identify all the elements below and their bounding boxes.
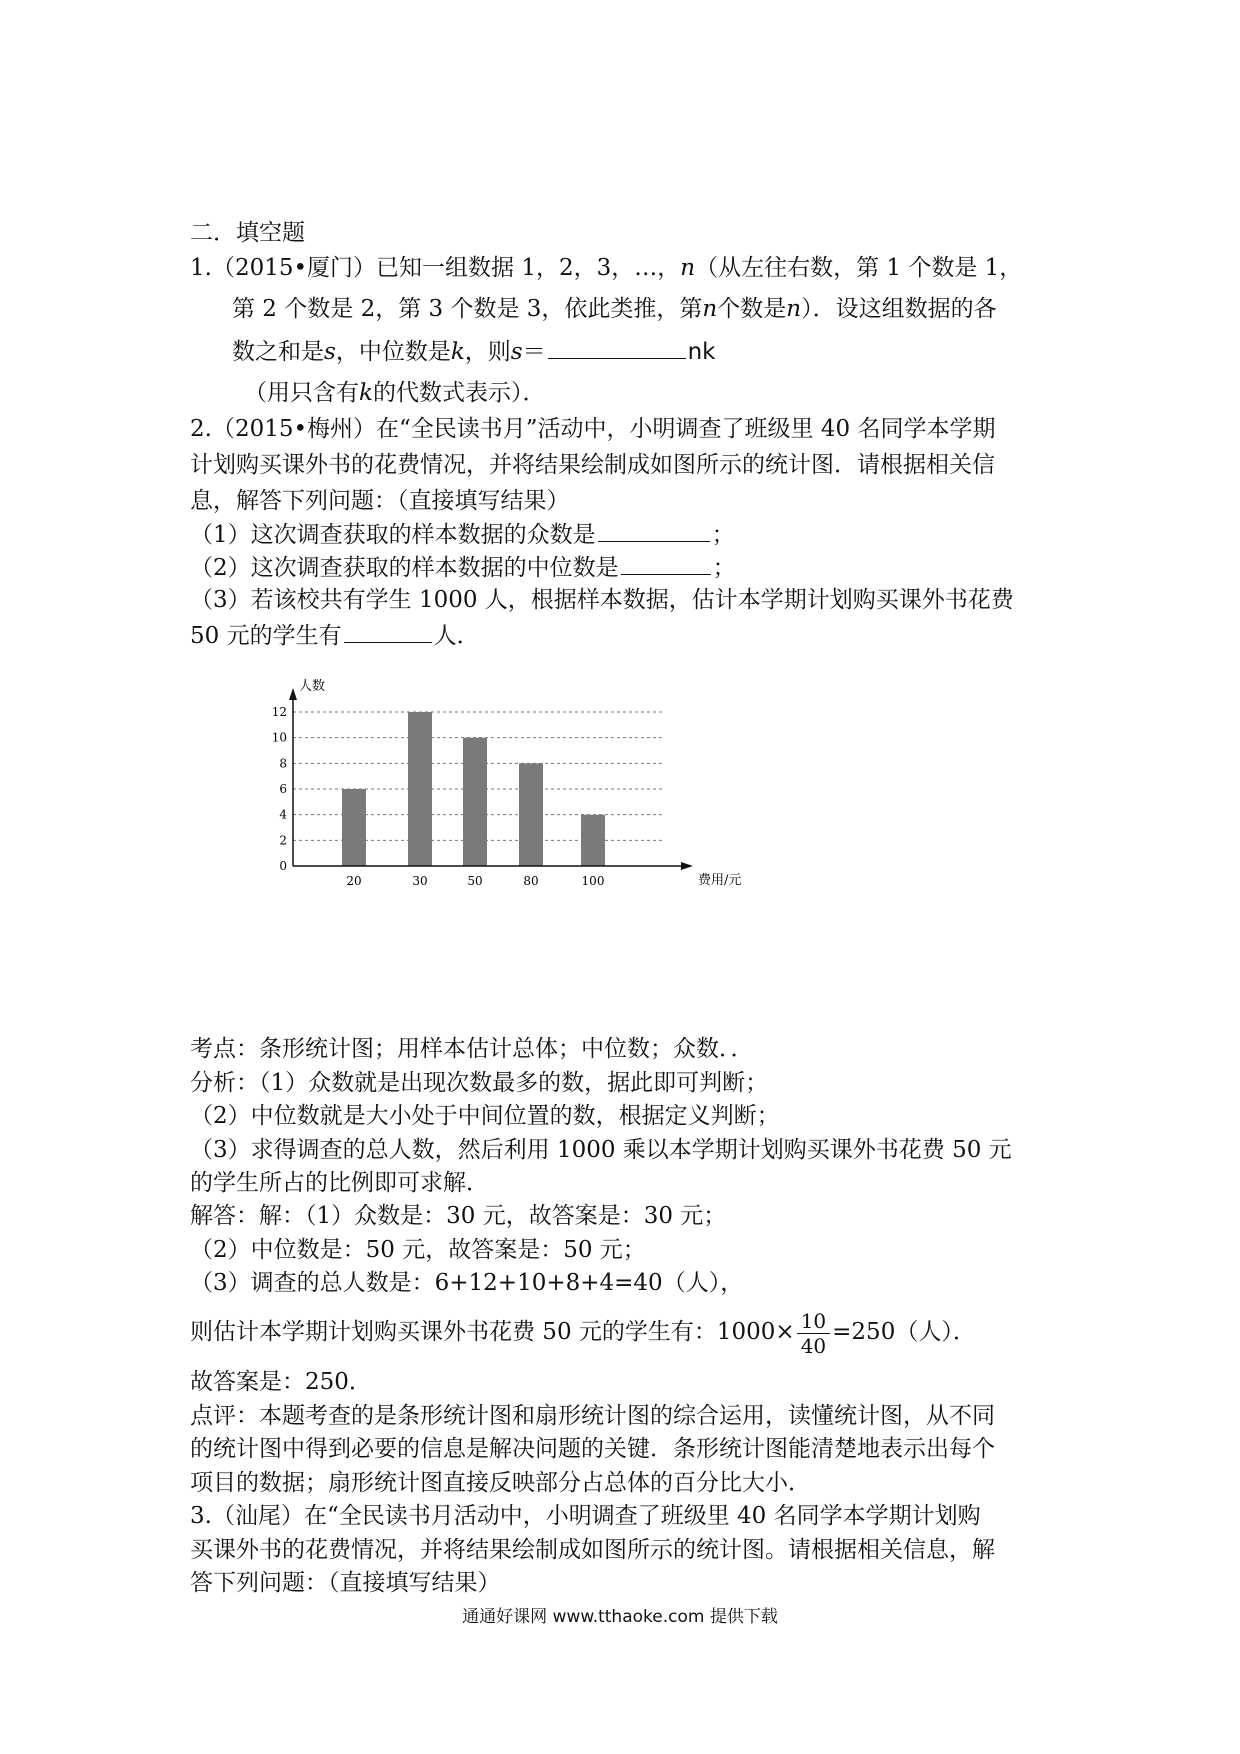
q1-text: 第 2 个数是 2，第 3 个数是 3，依此类推，第: [232, 296, 703, 322]
bar-chart: [265, 670, 785, 900]
jieda-2: （2）中位数是：50 元，故答案是：50 元；: [190, 1237, 646, 1263]
q1-text: ，中位数是: [335, 339, 451, 365]
q3-line2: 买课外书的花费情况，并将结果绘制成如图所示的统计图。请根据相关信息，解: [190, 1537, 995, 1563]
answer-blank: [598, 519, 710, 542]
fenxi-2: （2）中位数就是大小处于中间位置的数，根据定义判断；: [190, 1103, 780, 1129]
x-axis-arrow: [681, 862, 693, 870]
y-tick-label: 12: [271, 705, 287, 719]
bar: [581, 815, 605, 866]
jieda-3: （3）调查的总人数是：6+12+10+8+4=40（人），: [190, 1270, 744, 1296]
q2-text: 50 元的学生有: [190, 623, 342, 649]
x-tick-label: 20: [346, 874, 362, 888]
var-s: s: [510, 339, 523, 365]
bar: [519, 763, 543, 866]
y-axis-arrow: [289, 688, 297, 700]
q2-line1: 2.（2015•梅州）在“全民读书月”活动中，小明调查了班级里 40 名同学本学期: [190, 416, 996, 442]
x-axis-label: 费用/元: [698, 873, 742, 888]
fenxi-3a: （3）求得调查的总人数，然后利用 1000 乘以本学期计划购买课外书花费 50 元: [190, 1137, 1012, 1163]
kaodian: 考点：条形统计图；用样本估计总体；中位数；众数．．: [190, 1036, 754, 1062]
q1-text: 的代数式表示）．: [372, 380, 546, 406]
y-tick-label: 2: [279, 833, 287, 848]
q1-line3: [232, 336, 715, 367]
q2-line2: 计划购买课外书的花费情况，并将结果绘制成如图所示的统计图．请根据相关信: [190, 452, 995, 478]
q2-text: （2）这次调查获取的样本数据的中位数是: [190, 555, 619, 581]
jieda-text: 则估计本学期计划购买课外书花费 50 元的学生有：1000×: [190, 1319, 795, 1345]
y-axis-label: 人数: [299, 679, 326, 694]
q1-line2: [232, 294, 997, 324]
answer-blank: [621, 552, 711, 575]
y-tick-label: 0: [279, 859, 287, 873]
q2-text: 人．: [433, 623, 480, 649]
jieda-4: [190, 1302, 976, 1362]
fraction-numerator: 10: [797, 1309, 830, 1334]
fenxi-3b: 的学生所占的比例即可求解．: [190, 1170, 489, 1196]
fenxi-1: 分析：（1）众数就是出现次数最多的数，据此即可判断；: [190, 1070, 769, 1096]
x-tick-label: 30: [412, 874, 428, 888]
x-tick-label: 80: [523, 874, 539, 888]
q1-text: ，则: [464, 339, 511, 365]
q2-text: （1）这次调查获取的样本数据的众数是: [190, 522, 596, 548]
var-s: s: [324, 339, 336, 365]
q2-part1: [190, 519, 735, 550]
answer-blank: [548, 336, 686, 359]
q1-text: 1.（2015•厦门）已知一组数据 1，2，3，…，: [190, 255, 681, 281]
jieda-text: =250（人）．: [832, 1319, 976, 1345]
y-tick-label: 4: [279, 807, 287, 822]
q2-part2: [190, 552, 736, 583]
bar: [463, 738, 487, 866]
var-k: k: [450, 339, 465, 365]
var-n: n: [702, 296, 718, 322]
q1-text: （用只含有: [244, 380, 359, 406]
y-tick-label: 6: [279, 782, 287, 796]
y-tick-label: 10: [271, 730, 287, 745]
bar: [408, 712, 432, 866]
final-answer: 故答案是：250．: [190, 1369, 372, 1395]
q2-text: ；: [712, 555, 736, 581]
y-tick-label: 8: [279, 756, 287, 771]
var-k: k: [359, 380, 373, 406]
q2-line3: 息，解答下列问题：（直接填写结果）: [190, 488, 570, 514]
dianping-2: 的统计图中得到必要的信息是解决问题的关键．条形统计图能清楚地表示出每个: [190, 1436, 995, 1462]
bar: [342, 789, 366, 866]
q2-text: ；: [711, 522, 735, 548]
q3-line3: 答下列问题：（直接填写结果）: [190, 1570, 501, 1596]
q1-text: 个数是: [717, 296, 787, 322]
fraction-denominator: 40: [800, 1333, 827, 1358]
var-n: n: [786, 296, 802, 322]
fraction: [797, 1309, 830, 1358]
jieda-1: 解答：解：（1）众数是：30 元，故答案是：30 元；: [190, 1203, 727, 1229]
q1-answer: nk: [687, 339, 716, 365]
q1-text: ＝: [522, 339, 546, 365]
q1-line1: [190, 253, 1022, 283]
q2-part3b: [190, 620, 480, 651]
x-tick-label: 100: [581, 874, 605, 888]
q1-line4: [244, 378, 545, 408]
q1-text: ）．设这组数据的各: [801, 296, 997, 322]
x-tick-label: 50: [467, 874, 483, 888]
q3-line1: 3.（汕尾）在“全民读书月活动中，小明调查了班级里 40 名同学本学期计划购: [190, 1503, 981, 1529]
footer: 通通好课网 www.tthaoke.com 提供下载: [462, 1607, 778, 1627]
answer-blank: [344, 620, 432, 643]
dianping-1: 点评：本题考查的是条形统计图和扇形统计图的综合运用，读懂统计图，从不同: [190, 1403, 995, 1429]
dianping-3: 项目的数据；扇形统计图直接反映部分占总体的百分比大小．: [190, 1470, 811, 1496]
q2-part3a: （3）若该校共有学生 1000 人，根据样本数据，估计本学期计划购买课外书花费: [190, 587, 1014, 613]
q1-text: （从左往右数，第 1 个数是 1，: [695, 255, 1023, 281]
q1-text: 数之和是: [232, 339, 324, 365]
var-n: n: [680, 255, 696, 281]
section-title: 二．填空题: [190, 220, 305, 246]
